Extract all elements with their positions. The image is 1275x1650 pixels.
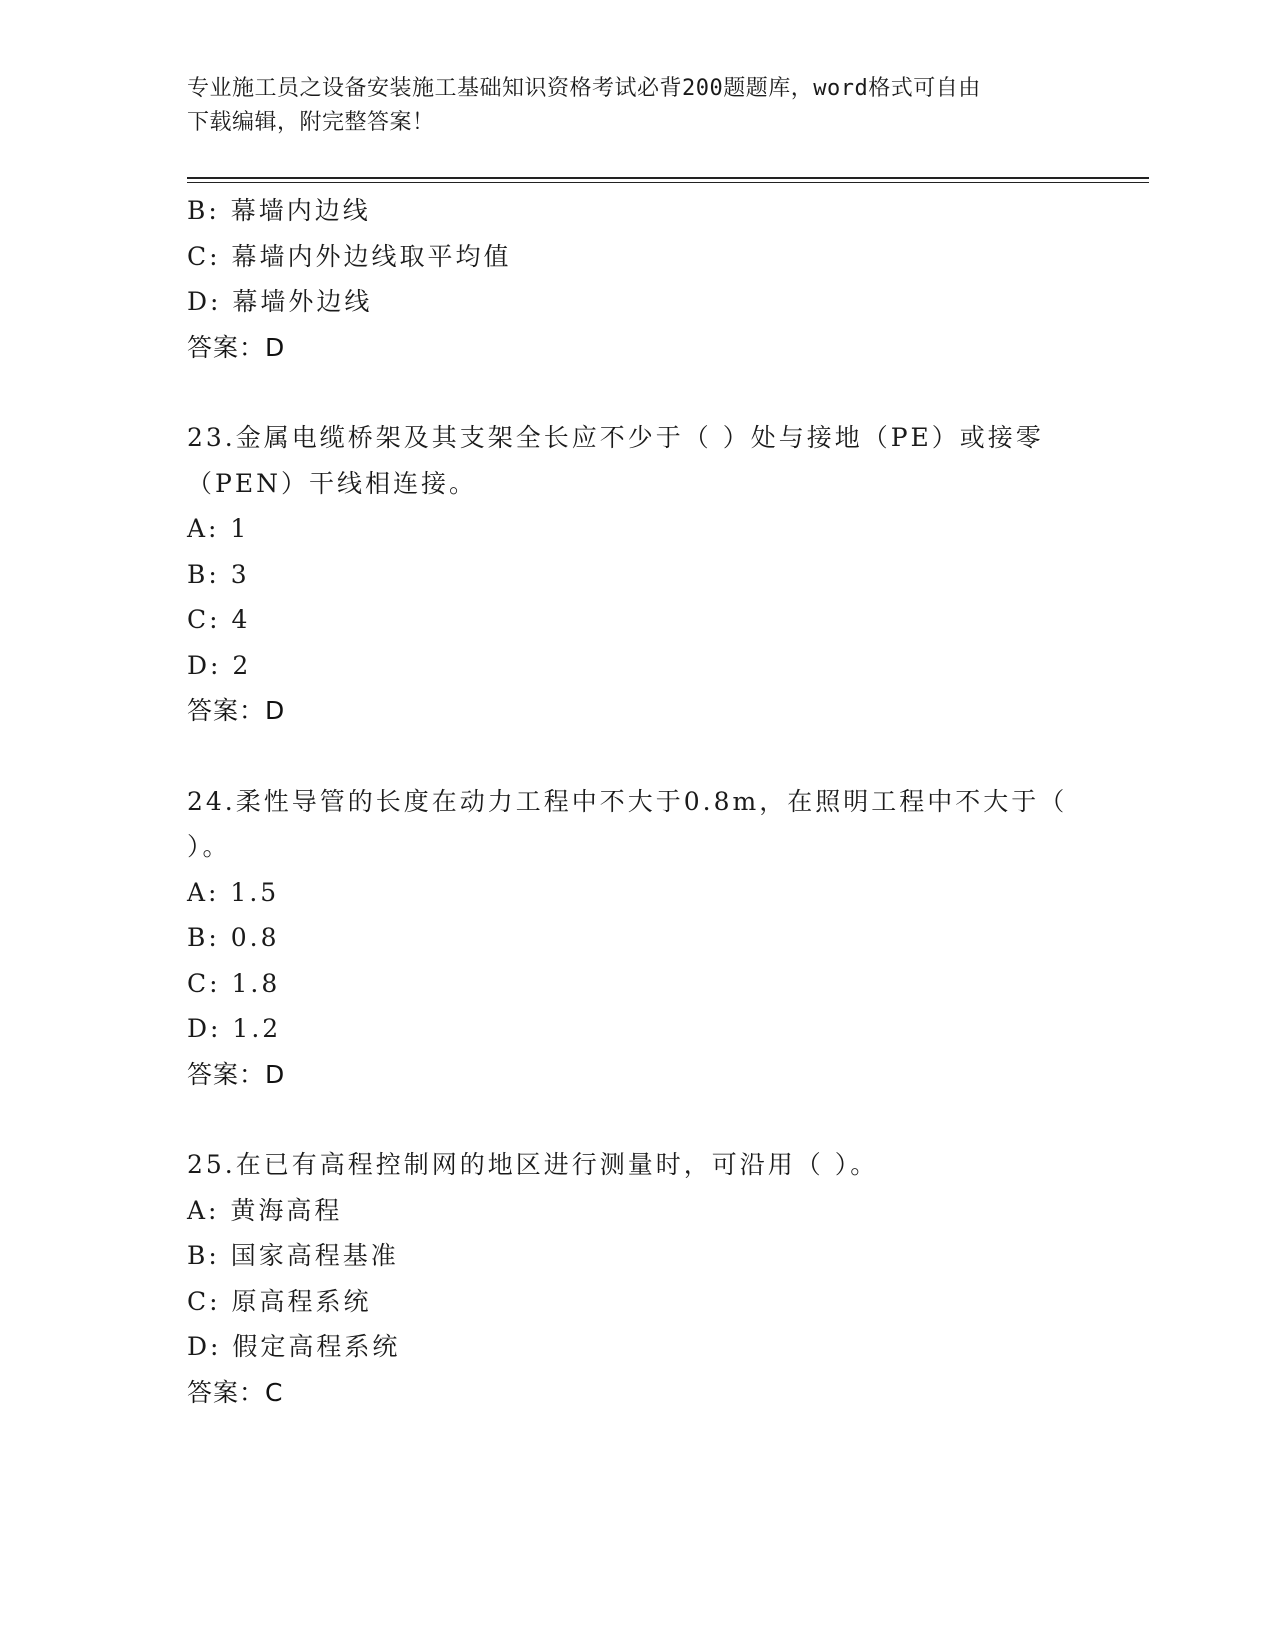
spacer <box>187 370 1097 415</box>
question-stem-line: ）。 <box>187 832 231 861</box>
spacer <box>187 734 1097 779</box>
answer-line: 答案：D <box>187 1059 286 1089</box>
option-a: A: 黄海高程 <box>187 1195 343 1225</box>
option-b: B: 0.8 <box>187 923 280 952</box>
header-divider-thick <box>187 177 1149 179</box>
answer-line: 答案：C <box>187 1377 284 1407</box>
question-stem-line: （PEN）干线相连接。 <box>187 468 477 498</box>
question-content <box>187 188 1097 1415</box>
header-divider-thin <box>187 182 1149 183</box>
option-a: A: 1 <box>187 514 250 543</box>
option-c: C: 1.8 <box>187 968 281 998</box>
question-23 <box>187 415 1097 734</box>
question-24 <box>187 779 1097 1098</box>
question-stem-line: 25.在已有高程控制网的地区进行测量时，可沿用（ ）。 <box>187 1150 879 1179</box>
option-d: D: 2 <box>187 650 252 680</box>
spacer <box>187 1097 1097 1142</box>
option-d: D: 假定高程系统 <box>187 1332 401 1361</box>
option-c: C: 4 <box>187 605 251 634</box>
answer-line: 答案：D <box>187 696 286 725</box>
option-c: C: 原高程系统 <box>187 1286 372 1316</box>
option-c: C: 幕墙内外边线取平均值 <box>187 241 512 271</box>
header-line-2: 下载编辑，附完整答案！ <box>187 110 435 135</box>
header-line-1: 专业施工员之设备安装施工基础知识资格考试必背200题题库，word格式可自由 <box>187 76 981 101</box>
option-b: B: 国家高程基准 <box>187 1241 399 1270</box>
option-b: B: 幕墙内边线 <box>187 196 371 225</box>
question-22-continued <box>187 188 1097 370</box>
question-stem-line: 24.柔性导管的长度在动力工程中不大于0.8m，在照明工程中不大于（ <box>187 786 1068 816</box>
document-header <box>187 72 1087 140</box>
option-d: D: 1.2 <box>187 1014 282 1043</box>
option-a: A: 1.5 <box>187 877 280 907</box>
question-25 <box>187 1142 1097 1415</box>
question-stem-line: 23.金属电缆桥架及其支架全长应不少于（ ）处与接地（PE）或接零 <box>187 423 1044 452</box>
option-b: B: 3 <box>187 559 250 589</box>
answer-line: 答案：D <box>187 332 286 362</box>
option-d: D: 幕墙外边线 <box>187 287 373 316</box>
